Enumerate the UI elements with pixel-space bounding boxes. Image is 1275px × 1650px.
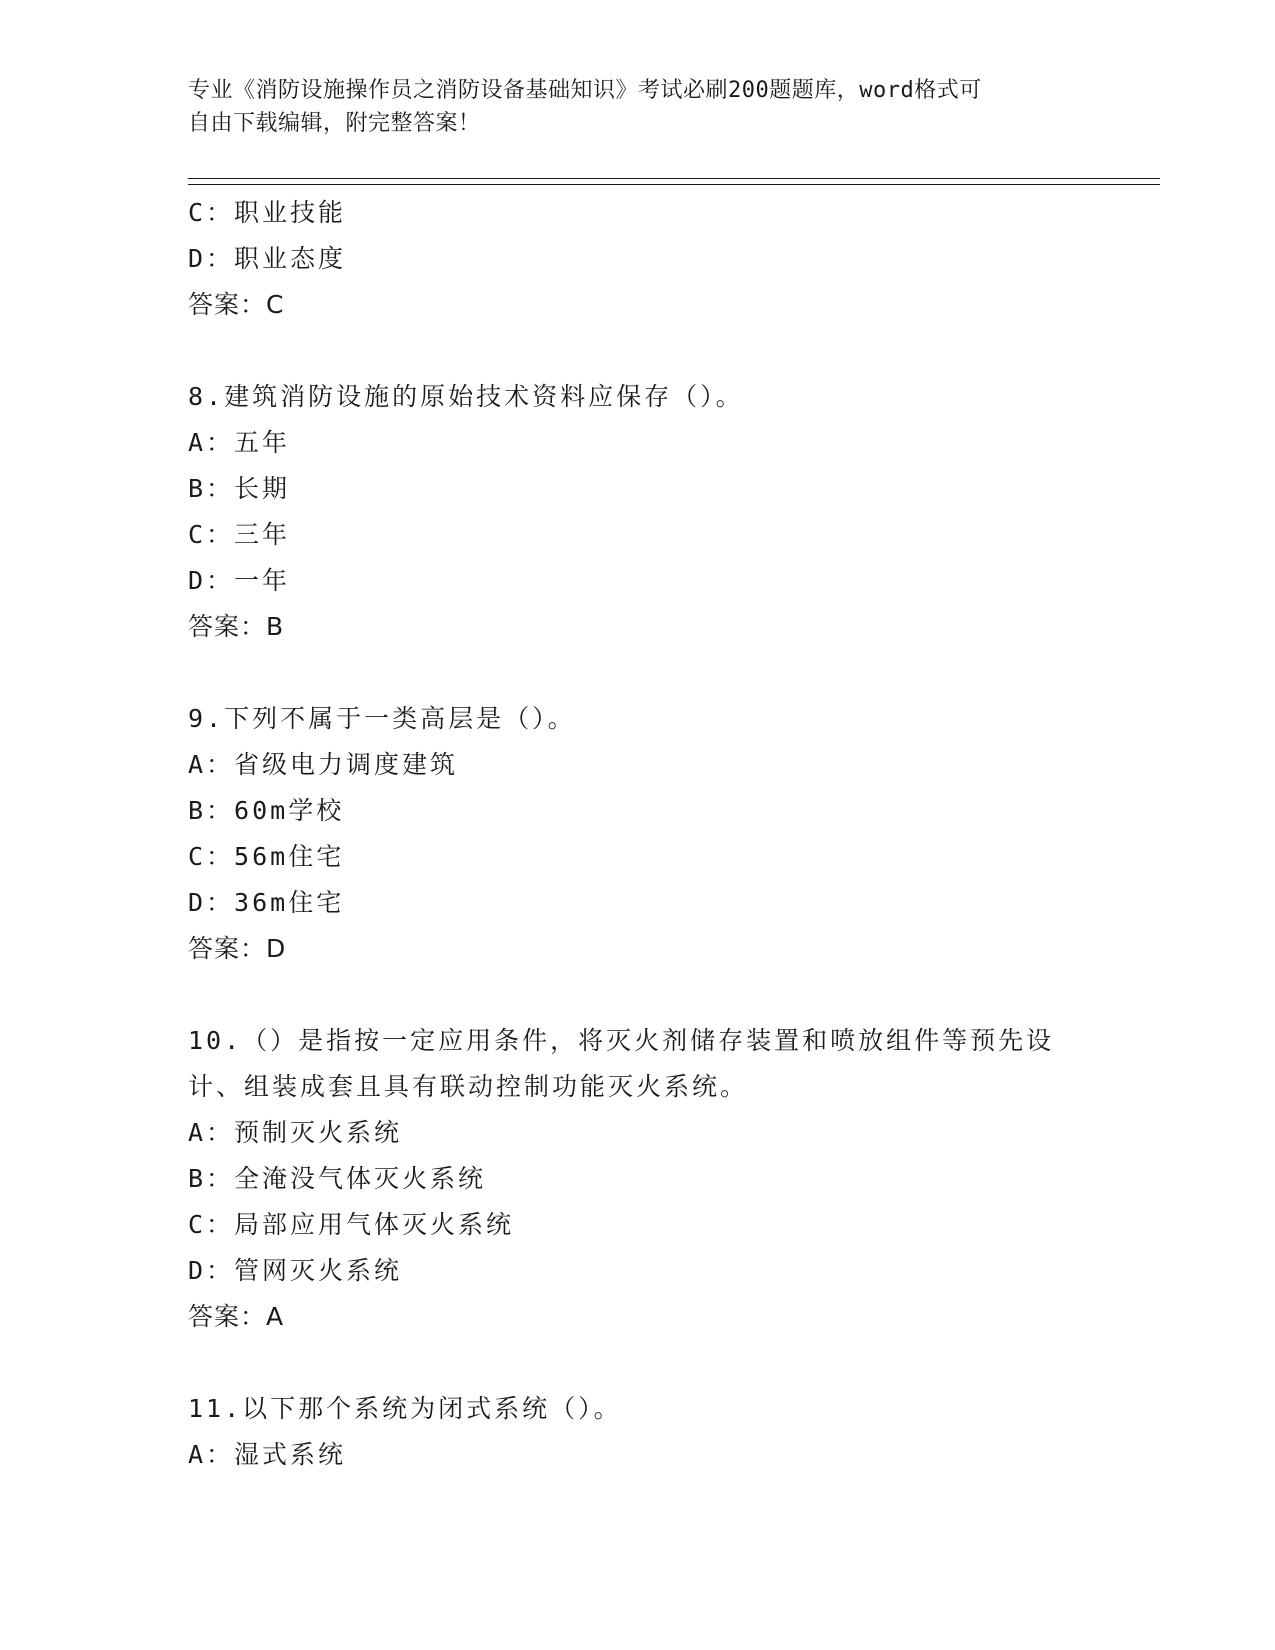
- answer-line: 答案：D: [188, 934, 287, 963]
- answer-line: 答案：C: [188, 290, 285, 319]
- question-10: [188, 1018, 1088, 1340]
- question-stem: 9.下列不属于一类高层是（）。: [188, 704, 576, 733]
- option-d: D：36m住宅: [188, 888, 345, 917]
- answer-line: 答案：A: [188, 1302, 285, 1331]
- question-stem: 11.以下那个系统为闭式系统（）。: [188, 1394, 622, 1423]
- header-line-1: 专业《消防设施操作员之消防设备基础知识》考试必刷200题题库，word格式可: [188, 78, 982, 103]
- document-header: [188, 74, 1088, 140]
- option-c: C：职业技能: [188, 198, 347, 227]
- question-8: [188, 374, 1088, 650]
- answer-line: 答案：B: [188, 612, 285, 641]
- question-9: [188, 696, 1088, 972]
- option-a: A：湿式系统: [188, 1440, 347, 1469]
- header-divider-top: [188, 178, 1160, 179]
- option-c: C：56m住宅: [188, 842, 345, 871]
- option-b: B：长期: [188, 474, 291, 503]
- option-b: B：60m学校: [188, 796, 345, 825]
- header-line-2: 自由下载编辑，附完整答案！: [188, 111, 481, 136]
- option-b: B：全淹没气体灭火系统: [188, 1164, 487, 1193]
- option-c: C：局部应用气体灭火系统: [188, 1210, 515, 1239]
- option-a: A：省级电力调度建筑: [188, 750, 459, 779]
- question-stem: 8.建筑消防设施的原始技术资料应保存（）。: [188, 382, 744, 411]
- option-d: D：职业态度: [188, 244, 347, 273]
- question-7-remainder: [188, 190, 1088, 328]
- header-divider-bottom: [188, 184, 1160, 185]
- question-stem-line-1: 10.（）是指按一定应用条件，将灭火剂储存装置和喷放组件等预先设: [188, 1026, 1055, 1055]
- option-d: D：管网灭火系统: [188, 1256, 403, 1285]
- question-stem-line-2: 计、组装成套且具有联动控制功能灭火系统。: [188, 1072, 749, 1101]
- option-d: D：一年: [188, 566, 291, 595]
- option-a: A：预制灭火系统: [188, 1118, 403, 1147]
- option-c: C：三年: [188, 520, 291, 549]
- question-list: [188, 190, 1088, 1478]
- option-a: A：五年: [188, 428, 291, 457]
- question-11: [188, 1386, 1088, 1478]
